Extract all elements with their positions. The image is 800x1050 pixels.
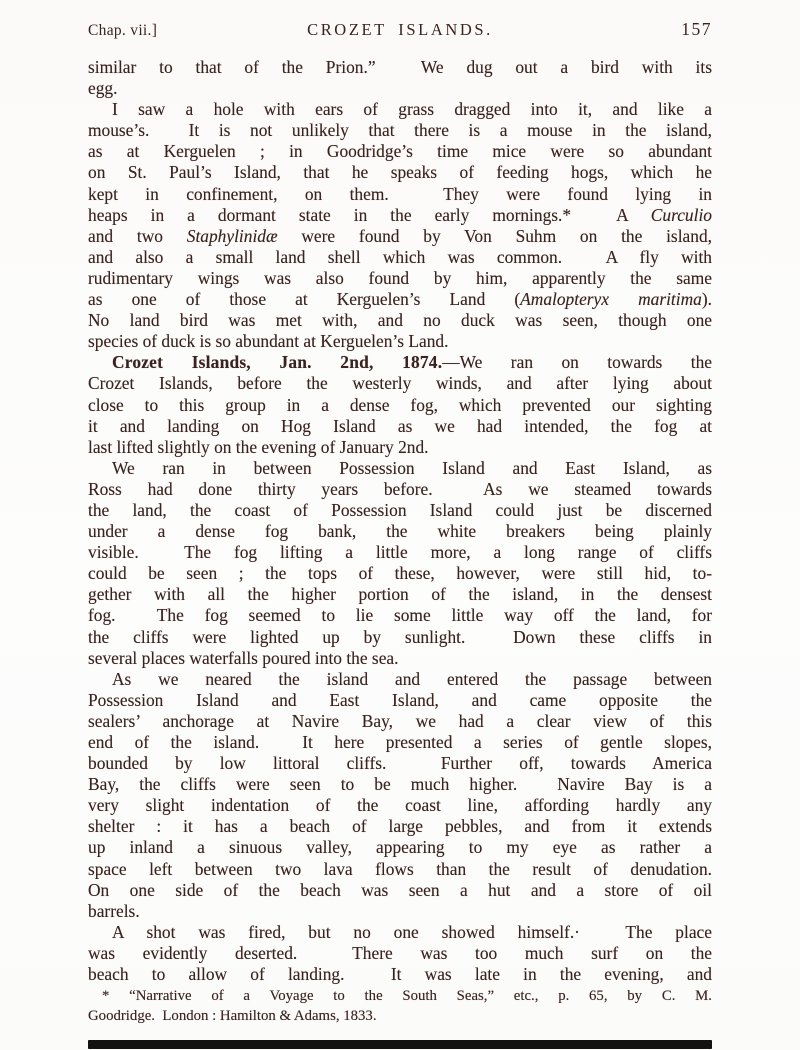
text-line [88,859,712,880]
text-line [88,331,712,352]
text-line [88,964,712,985]
text-line [88,986,712,1006]
body-text: the cliffs were lighted up by sunlight. Down these cliffs in [88,626,712,647]
text-line [88,416,712,437]
body-text: very slight indentation of the coast line, affording hardly any [88,795,712,816]
scan-artifact-bar [88,1040,712,1049]
body-text: and also a small land shell which was common. A fly with [88,246,712,267]
text-line [88,711,712,732]
paragraph [88,352,712,457]
text-line [88,627,712,648]
text-line [88,584,712,605]
body-text: and two [88,225,187,246]
text-line [88,99,712,120]
text-line [88,78,712,99]
text-line [88,57,712,78]
body-text: No land bird was met with, and no duck was seen, though one [88,310,712,331]
text-line [88,162,712,183]
body-text: rudimentary wings was also found by him, apparently the same [88,267,712,288]
body-text: I saw a hole with ears of grass dragged into it, and like a [112,99,712,120]
text-line [88,373,712,394]
italic-text: Curculio [650,204,712,225]
body-text: * “Narrative of a Voyage to the South Seas,” etc., p. 65, by C. M. [102,988,712,1005]
paragraph [88,57,712,99]
page-header [88,19,712,40]
text-line [88,310,712,331]
text-line [88,458,712,479]
body-text: space left between two lava flows than the result of denudation. [88,858,712,879]
text-line [88,500,712,521]
italic-text: Amalopteryx maritima [520,289,702,310]
body-text: barrels. [88,900,140,921]
text-line [88,880,712,901]
text-line [88,922,712,943]
body-text: the land, the coast of Possession Island could just be discerned [88,499,712,520]
bold-run-in-heading: Crozet Islands, Jan. 2nd, 1874. [112,352,443,373]
text-line [88,690,712,711]
page-number: 157 [681,19,712,39]
text-line [88,352,712,373]
body-text: On one side of the beach was seen a hut and a store of oil [88,879,712,900]
body-text: We ran in between Possession Island and East Island, as [112,457,712,478]
footnote [88,986,712,1026]
chapter-label: Chap. vii.] [88,22,158,39]
body-text: gether with all the higher portion of the island, in the densest [88,584,712,605]
text-line [88,816,712,837]
body-text: kept in confinement, on them. They were found lying in [88,183,712,204]
body-text: as at Kerguelen ; in Goodridge’s time mice were so abundant [88,141,712,162]
body-text: on St. Paul’s Island, that he speaks of feeding hogs, which he [88,162,712,183]
text-line [88,901,712,922]
paragraph [88,669,712,922]
body-text: Ross had done thirty years before. As we steamed towards [88,478,712,499]
text-line [88,753,712,774]
body-text: A shot was fired, but no one showed himself.· The place [112,921,712,942]
body-text: Goodridge. London : Hamilton & Adams, 1833. [88,1008,377,1025]
body-text: —We ran on towards the [442,352,712,373]
text-line [88,795,712,816]
body-text: shelter : it has a beach of large pebbles, and from it extends [88,816,712,837]
body-text: as one of those at Kerguelen’s Land ( [88,289,521,310]
body-text: were found by Von Suhm on the island, [277,225,712,246]
body-text: beach to allow of landing. It was late in the evening, and [88,964,712,985]
body-text: under a dense fog bank, the white breakers being plainly [88,521,712,542]
text-line [88,943,712,964]
text-line [88,184,712,205]
body-text: fog. The fog seemed to lie some little way off the land, for [88,605,712,626]
italic-text: Staphylinidæ [186,225,278,246]
text-line [88,563,712,584]
body-text: similar to that of the Prion.” We dug out a bird with its [88,57,712,77]
body-text: heaps in a dormant state in the early mornings.* A [88,204,651,225]
text-line [88,141,712,162]
text-line [88,437,712,458]
body-text: close to this group in a dense fog, which prevented our sighting [88,394,712,415]
body-text: was evidently deserted. There was too much surf on the [88,942,712,963]
body-text: several places waterfalls poured into the sea. [88,647,399,668]
body-text: species of duck is so abundant at Kerguelen’s Land. [88,331,449,352]
text-line [88,837,712,858]
body-text: end of the island. It here presented a series of gentle slopes, [88,732,712,752]
text-line [88,395,712,416]
paragraph [88,922,712,985]
text-line [88,289,712,310]
text-line [88,1006,712,1026]
body-text: up inland a sinuous valley, appearing to my eye as rather a [88,837,712,858]
body-text: visible. The fog lifting a little more, a long range of cliffs [88,542,712,563]
body-text: As we neared the island and entered the passage between [112,668,712,689]
running-title: CROZET ISLANDS. [307,20,493,39]
body-text: sealers’ anchorage at Navire Bay, we had a clear view of this [88,710,712,731]
body-text: Crozet Islands, before the westerly winds, and after lying about [88,373,712,394]
paragraph [88,99,712,352]
text-line [88,521,712,542]
text-line [88,479,712,500]
paragraph [88,458,712,669]
text-line [88,669,712,690]
body-text: could be seen ; the tops of these, however, were still hid, to- [88,563,712,584]
body-text: Possession Island and East Island, and came opposite the [88,689,712,710]
text-column [88,57,712,1027]
text-line [88,247,712,268]
body-text: last lifted slightly on the evening of January 2nd. [88,436,429,457]
body-text: it and landing on Hog Island as we had intended, the fog at [88,415,712,436]
text-line [88,732,712,753]
body-text: ). [701,289,712,310]
body-text: mouse’s. It is not unlikely that there is a mouse in the island, [88,120,712,141]
text-line [88,205,712,226]
text-line [88,774,712,795]
text-line [88,120,712,141]
text-line [88,226,712,247]
body-text: Bay, the cliffs were seen to be much higher. Navire Bay is a [88,774,712,795]
body-text: egg. [88,78,118,99]
body-text: bounded by low littoral cliffs. Further off, towards America [88,753,712,774]
text-line [88,605,712,626]
text-line [88,648,712,669]
text-line [88,268,712,289]
text-line [88,542,712,563]
